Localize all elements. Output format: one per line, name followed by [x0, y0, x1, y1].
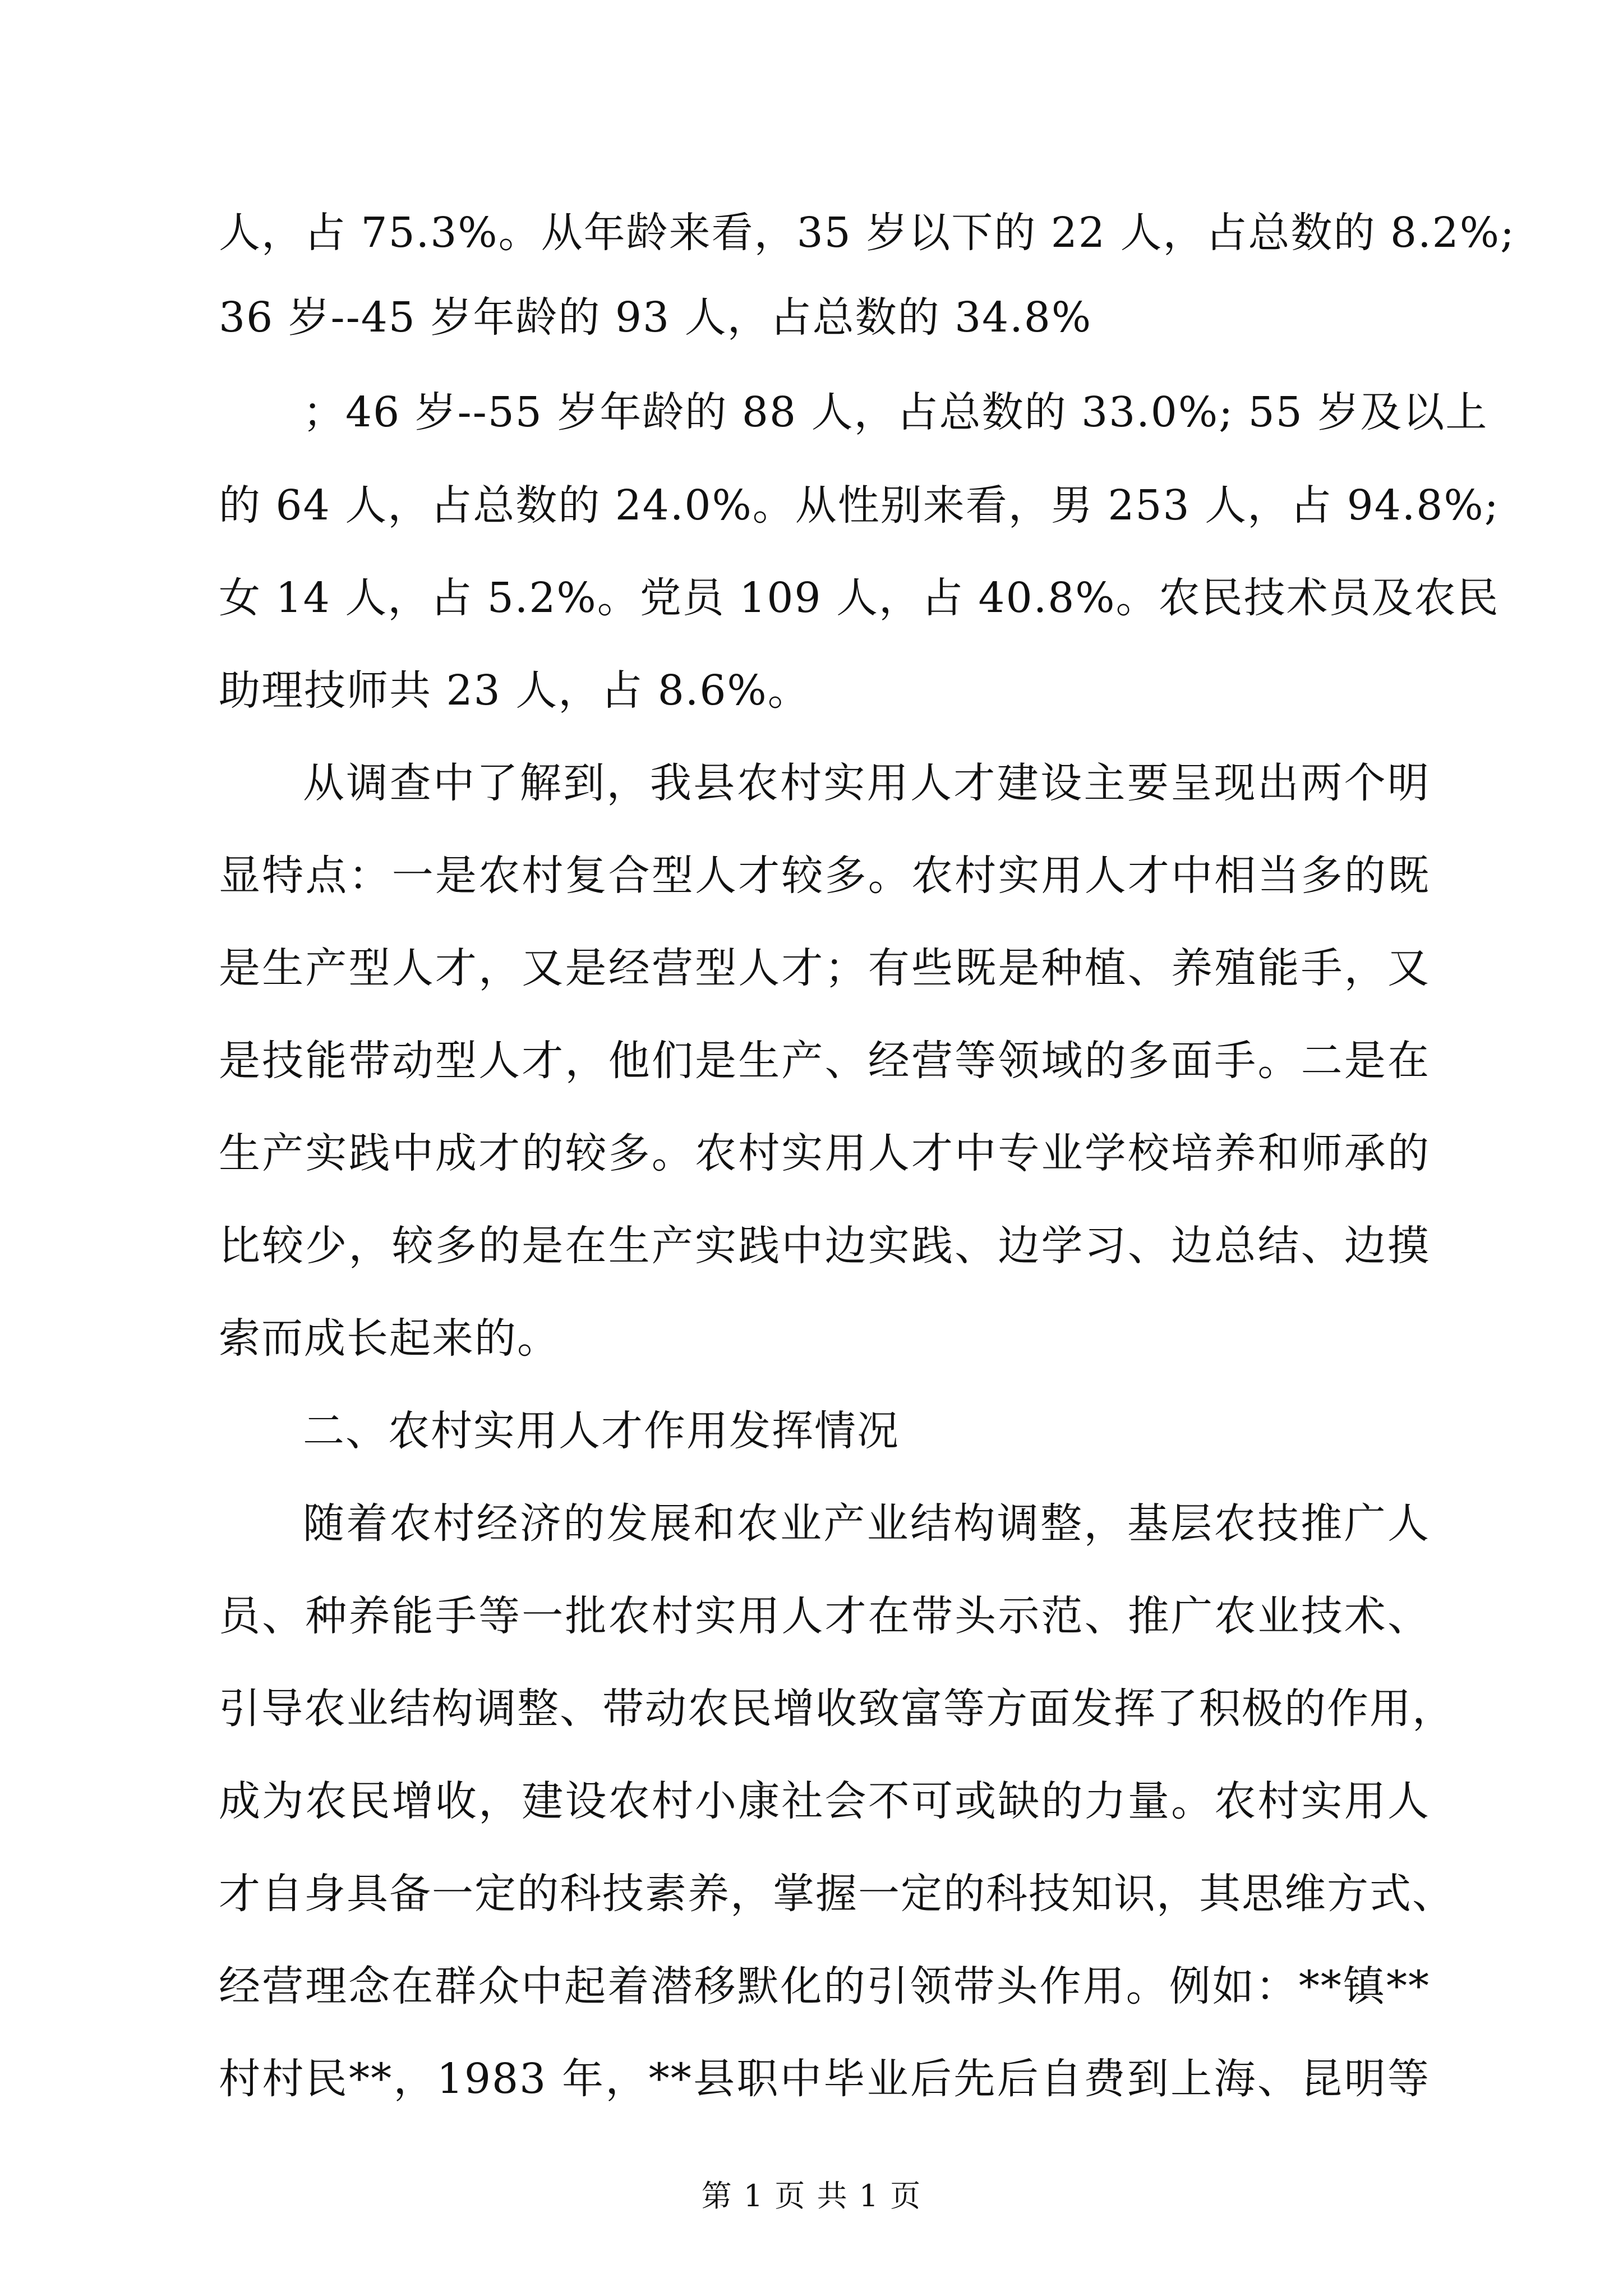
- text-line: 生产实践中成才的较多。农村实用人才中专业学校培养和师承的: [219, 1129, 1430, 1177]
- text-line: 是技能带动型人才，他们是生产、经营等领域的多面手。二是在: [219, 1037, 1430, 1085]
- text-line: 36 岁--45 岁年龄的 93 人，占总数的 34.8%: [219, 293, 1092, 342]
- text-line: 才自身具备一定的科技素养，掌握一定的科技知识，其思维方式、: [219, 1870, 1455, 1918]
- text-line: 引导农业结构调整、带动农民增收致富等方面发挥了积极的作用，: [219, 1685, 1455, 1733]
- text-line: 比较少，较多的是在生产实践中边实践、边学习、边总结、边摸: [219, 1222, 1430, 1270]
- text-line: 索而成长起来的。: [219, 1314, 560, 1363]
- text-line: 助理技师共 23 人，占 8.6%。: [219, 666, 810, 715]
- section-heading: 二、农村实用人才作用发挥情况: [303, 1407, 900, 1455]
- text-line: 员、种养能手等一批农村实用人才在带头示范、推广农业技术、: [219, 1592, 1430, 1640]
- text-line: 从调查中了解到，我县农村实用人才建设主要呈现出两个明: [303, 759, 1430, 807]
- page-footer: 第 1 页 共 1 页: [701, 2178, 922, 2214]
- text-line: 随着农村经济的发展和农业产业结构调整，基层农技推广人: [303, 1499, 1430, 1548]
- text-line: 的 64 人，占总数的 24.0%。从性别来看，男 253 人，占 94.8%;: [219, 481, 1500, 530]
- text-line: 经营理念在群众中起着潜移默化的引领带头作用。例如：**镇**: [219, 1962, 1430, 2010]
- text-line: 人，占 75.3%。从年龄来看，35 岁以下的 22 人，占总数的 8.2%;: [219, 209, 1515, 257]
- text-line: 是生产型人才，又是经营型人才；有些既是种植、养殖能手，又: [219, 944, 1430, 992]
- text-line: 成为农民增收，建设农村小康社会不可或缺的力量。农村实用人: [219, 1777, 1430, 1825]
- text-line: ；46 岁--55 岁年龄的 88 人，占总数的 33.0%; 55 岁及以上: [303, 388, 1488, 436]
- text-line: 女 14 人，占 5.2%。党员 109 人，占 40.8%。农民技术员及农民: [219, 574, 1500, 622]
- text-line: 显特点：一是农村复合型人才较多。农村实用人才中相当多的既: [219, 852, 1430, 900]
- text-line: 村村民**，1983 年，**县职中毕业后先后自费到上海、昆明等: [219, 2055, 1430, 2103]
